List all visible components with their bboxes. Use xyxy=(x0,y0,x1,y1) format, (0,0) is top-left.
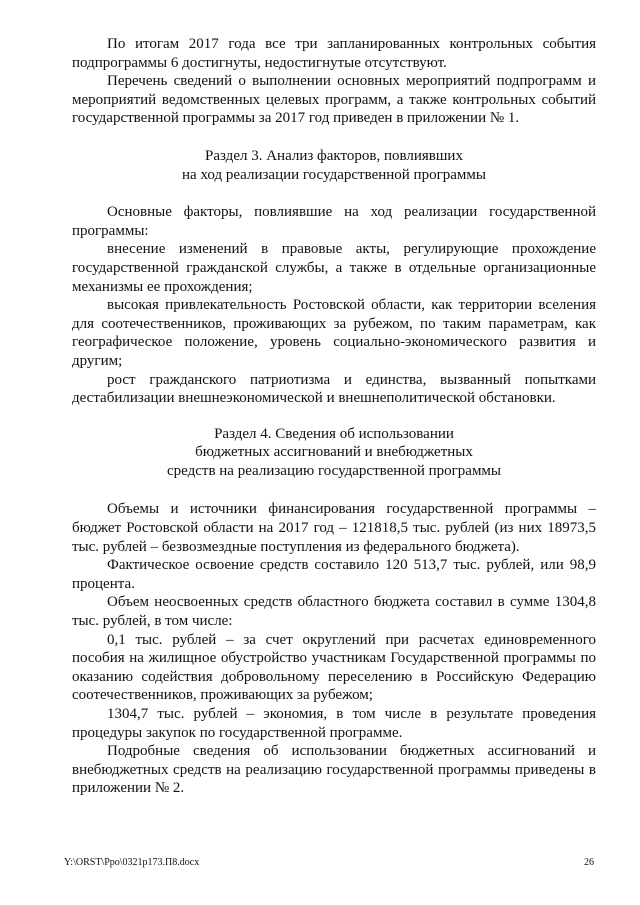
section-4-title-line: средств на реализацию государственной программы xyxy=(166,462,502,479)
paragraph-appendix-2: Подробные сведения об использовании бюджетных ассигнований и внебюджетных средств на реализацию государственной программы приведены в приложении № 2. xyxy=(72,743,596,797)
section-3-title-line: Раздел 3. Анализ факторов, повлиявших xyxy=(205,147,463,164)
section-4-heading xyxy=(72,425,596,481)
page-footer xyxy=(64,857,594,868)
paragraph-appendix-1: Перечень сведений о выполнении основных мероприятий подпрограмм и мероприятий ведомственных целевых программ, а также контрольных событий государственной программы за 2017 год приведен в приложении № 1. xyxy=(72,73,596,127)
paragraph-funding-volume: Объемы и источники финансирования государственной программы – бюджет Ростовской области на 2017 год – 121818,5 тыс. рублей (из них 18973,5 тыс. рублей – безвозмездные поступления из федерального бюджета). xyxy=(72,501,596,555)
document-body xyxy=(72,35,596,798)
paragraph-factors-intro: Основные факторы, повлиявшие на ход реализации государственной программы: xyxy=(72,204,596,239)
paragraph-factor-patriotism: рост гражданского патриотизма и единства, вызванный попытками дестабилизации внешнеэкономической и внешнеполитической обстановки. xyxy=(72,371,596,407)
section-3-title-line: на ход реализации государственной программы xyxy=(182,166,486,183)
paragraph-control-events: По итогам 2017 года все три запланированных контрольных события подпрограммы 6 достигнуты, недостигнутые отсутствуют. xyxy=(72,36,596,71)
paragraph-factor-attractiveness: высокая привлекательность Ростовской области, как территории вселения для соотечественников, проживающих за рубежом, по таким параметрам, как географическое положение, уровень социально-экономического развития и другим; xyxy=(72,297,596,369)
paragraph-rounding: 0,1 тыс. рублей – за счет округлений при расчетах единовременного пособия на жилищное обустройство участникам Государственной программы по оказанию содействия добровольному переселению в Российскую Федерацию соотечественников, проживающих за рубежом; xyxy=(72,631,596,704)
paragraph-unspent-funds: Объем неосвоенных средств областного бюджета составил в сумме 1304,8 тыс. рублей, в том числе: xyxy=(72,594,596,630)
section-4-title-line: Раздел 4. Сведения об использовании xyxy=(214,425,454,442)
paragraph-factor-legal: внесение изменений в правовые акты, регулирующие прохождение государственной гражданской службы, а также в отдельные организационные механизмы ее прохождения; xyxy=(72,241,596,295)
footer-file-path: Y:\ORST\Ppo\0321p173.П8.docx xyxy=(64,857,200,868)
section-4-title-line: бюджетных ассигнований и внебюджетных xyxy=(195,444,473,461)
section-3-heading xyxy=(72,147,596,184)
paragraph-actual-spending: Фактическое освоение средств составило 120 513,7 тыс. рублей, или 98,9 процента. xyxy=(72,557,596,592)
paragraph-savings: 1304,7 тыс. рублей – экономия, в том числе в результате проведения процедуры закупок по государственной программе. xyxy=(72,706,596,741)
page-number: 26 xyxy=(584,857,594,868)
